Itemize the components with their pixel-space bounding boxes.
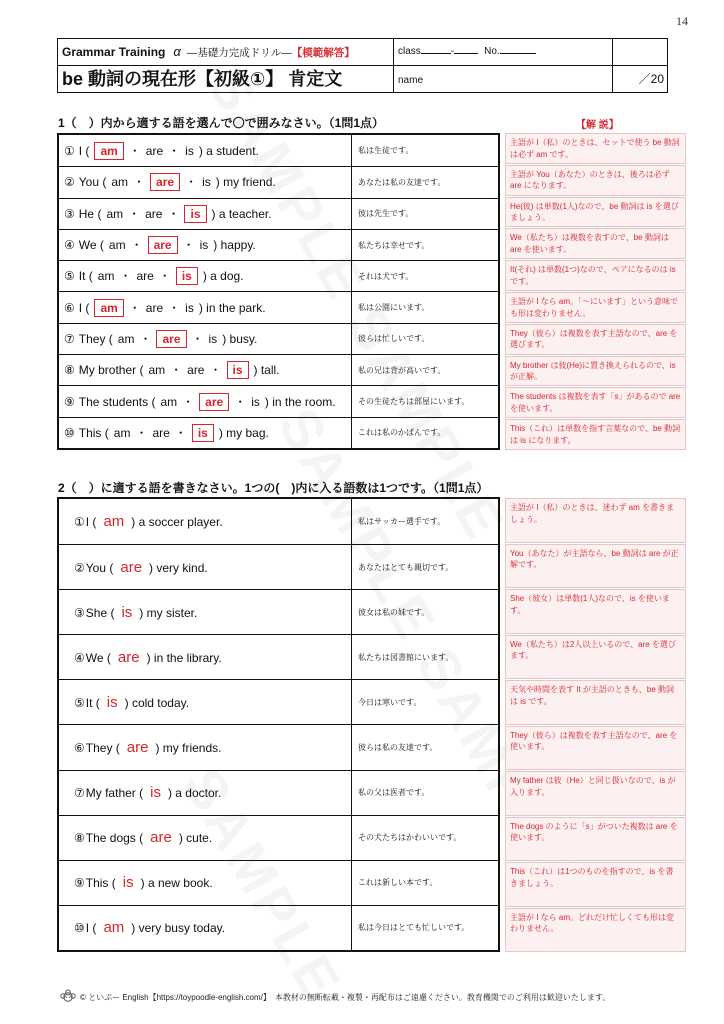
score-total: ／20 xyxy=(638,72,664,86)
question-sentence xyxy=(64,299,266,317)
question-sentence xyxy=(64,267,244,285)
question-sentence xyxy=(64,142,259,160)
sentence-start: The dogs ( xyxy=(85,831,144,846)
question-row xyxy=(59,770,498,815)
question-row xyxy=(59,354,498,385)
series-title: Grammar Training xyxy=(62,45,166,59)
choice-option: is xyxy=(251,394,260,409)
sentence-start: The students ( xyxy=(78,394,156,409)
choice-separator: ・ xyxy=(168,143,181,158)
question-row xyxy=(59,724,498,769)
explanation-box: My brother は彼(He)に置き換えられるので、is が正解。 xyxy=(505,356,686,387)
sentence-start: My father ( xyxy=(85,786,144,801)
page-number: 14 xyxy=(676,14,688,28)
explanation-box: He(彼) は単数(1人)なので、be 動詞は is を選びましょう。 xyxy=(505,197,686,228)
question-cell xyxy=(59,590,352,634)
choice-separator: ・ xyxy=(234,394,247,409)
question-number: ⑨ xyxy=(74,876,85,891)
explanation-box: They（彼ら）は複数を表す主語なので、are を使います。 xyxy=(505,726,686,771)
sentence-start: She ( xyxy=(85,605,115,620)
question-cell xyxy=(59,386,352,416)
written-answer: is xyxy=(106,693,118,711)
class-blank xyxy=(454,44,478,54)
choice-separator: ・ xyxy=(135,425,148,440)
question-sentence xyxy=(64,361,280,379)
explanation-label: 【解 説】 xyxy=(576,120,619,131)
question-number: ⑧ xyxy=(74,831,85,846)
written-answer: is xyxy=(122,874,134,892)
explanation-box: This（これ）は単数を指す言葉なので、be 動詞は is になります。 xyxy=(505,419,686,450)
question-cell xyxy=(59,635,352,679)
question-row xyxy=(59,679,498,724)
sentence-end: ) very busy today. xyxy=(131,921,226,936)
question-number: ⑥ xyxy=(64,300,75,315)
sentence-start: We ( xyxy=(78,238,104,253)
choice-option: are xyxy=(145,206,163,221)
series-subtitle: ―基礎力完成ドリル― xyxy=(186,47,292,59)
question-cell xyxy=(59,906,352,950)
circled-answer: am xyxy=(94,142,123,160)
question-sentence xyxy=(74,919,225,936)
written-answer: is xyxy=(121,603,133,621)
sentence-end: ) a soccer player. xyxy=(131,515,223,530)
sentence-end: ) my friends. xyxy=(155,741,222,756)
translation-cell: 私は生徒です。 xyxy=(358,146,414,156)
section2-question-table xyxy=(57,497,500,952)
sentence-start: It ( xyxy=(85,695,100,710)
question-row xyxy=(59,385,498,416)
sentence-end: ) in the library. xyxy=(146,650,222,665)
sentence-start: My brother ( xyxy=(78,363,144,378)
choice-option: am xyxy=(111,175,129,190)
question-cell xyxy=(59,292,352,322)
question-sentence xyxy=(64,393,336,411)
sentence-start: They ( xyxy=(85,741,120,756)
question-number: ① xyxy=(64,143,75,158)
question-row xyxy=(59,135,498,166)
title-header xyxy=(57,38,668,93)
question-row xyxy=(59,166,498,197)
translation-cell: あなたは私の友達です。 xyxy=(358,177,446,187)
circled-answer: am xyxy=(94,299,123,317)
choice-separator: ・ xyxy=(167,206,180,221)
footer xyxy=(60,989,610,1005)
sentence-end: ) a teacher. xyxy=(211,206,272,221)
written-answer: are xyxy=(150,829,172,847)
class-blank xyxy=(421,44,451,54)
question-number: ② xyxy=(64,175,75,190)
question-sentence xyxy=(74,874,213,891)
circled-answer: is xyxy=(227,361,249,379)
choice-separator: ・ xyxy=(128,300,141,315)
translation-cell: 彼は先生です。 xyxy=(358,209,414,219)
circled-answer: is xyxy=(192,424,214,442)
question-sentence xyxy=(64,236,256,254)
choice-separator: ・ xyxy=(128,143,141,158)
question-sentence xyxy=(74,649,222,666)
written-answer: are xyxy=(126,739,149,757)
choice-option: are xyxy=(145,300,164,315)
question-number: ⑤ xyxy=(74,695,85,710)
question-cell xyxy=(59,861,352,905)
translation-cell: その生徒たちは部屋にいます。 xyxy=(358,397,470,407)
explanation-box: 主語が I（私）のときは、セットで使う be 動詞は必ず am です。 xyxy=(505,133,686,164)
choice-option: am xyxy=(148,363,166,378)
explanation-box: It(それ) は単数(1つ)なので、ペアになるのは is です。 xyxy=(505,260,686,291)
sentence-end: ) happy. xyxy=(213,238,256,253)
sentence-start: I ( xyxy=(85,921,97,936)
question-cell xyxy=(59,725,352,769)
written-answer: am xyxy=(103,513,125,531)
translation-cell: それは犬です。 xyxy=(358,271,414,281)
translation-cell: 私の兄は背が高いです。 xyxy=(358,365,446,375)
question-cell xyxy=(59,324,352,354)
choice-separator: ・ xyxy=(128,206,141,221)
sentence-start: You ( xyxy=(78,175,107,190)
translation-cell: あなたはとても親切です。 xyxy=(358,562,454,572)
choice-separator: ・ xyxy=(168,300,181,315)
question-number: ⑥ xyxy=(74,741,85,756)
sentence-start: You ( xyxy=(85,560,114,575)
explanation-box: 主語が I（私）のときは、迷わず am を書きましょう。 xyxy=(505,498,686,543)
name-label: name xyxy=(398,75,424,86)
section1-heading: 1（ ）内から適する語を選んで〇で囲みなさい。（1問1点） xyxy=(58,116,385,130)
sentence-end: ) busy. xyxy=(222,331,258,346)
choice-option: am xyxy=(97,269,115,284)
question-sentence xyxy=(74,784,221,801)
question-cell xyxy=(59,135,352,166)
question-row xyxy=(59,291,498,322)
written-answer: are xyxy=(117,648,140,666)
written-answer: are xyxy=(120,558,143,576)
circled-answer: are xyxy=(148,236,178,254)
explanation-box: The dogs のように「s」がついた複数は are を使います。 xyxy=(505,817,686,862)
sentence-end: ) cold today. xyxy=(124,695,190,710)
choice-separator: ・ xyxy=(119,269,132,284)
circled-answer: are xyxy=(150,173,180,191)
question-number: ⑤ xyxy=(64,269,75,284)
sentence-start: He ( xyxy=(78,206,102,221)
translation-cell: 彼らは忙しいです。 xyxy=(358,334,430,344)
choice-separator: ・ xyxy=(158,269,171,284)
sentence-start: I ( xyxy=(78,300,90,315)
explanation-box: This（これ）は1つのものを指すので、is を書きましょう。 xyxy=(505,862,686,907)
number-label: No. xyxy=(484,46,500,57)
explanation-box: She（彼女）は単数(1人)なので、is を使います。 xyxy=(505,589,686,634)
translation-cell: これは私のかばんです。 xyxy=(358,428,446,438)
choice-separator: ・ xyxy=(170,363,183,378)
sentence-start: This ( xyxy=(85,876,116,891)
choice-separator: ・ xyxy=(185,175,198,190)
header-divider xyxy=(612,39,613,92)
sentence-end: ) a new book. xyxy=(140,876,213,891)
explanation-box: 主語が You（あなた）のときは、後ろは必ず are になります。 xyxy=(505,165,686,196)
question-number: ① xyxy=(74,515,85,530)
circled-answer: are xyxy=(156,330,186,348)
question-sentence xyxy=(74,694,189,711)
translation-cell: 彼女は私の妹です。 xyxy=(358,607,430,617)
question-number: ④ xyxy=(74,650,85,665)
written-answer: is xyxy=(150,784,161,802)
question-cell xyxy=(59,261,352,291)
question-sentence xyxy=(74,739,221,756)
question-row xyxy=(59,260,498,291)
class-separator: - xyxy=(450,46,455,57)
sentence-start: I ( xyxy=(85,515,97,530)
translation-cell: 私たちは幸せです。 xyxy=(358,240,430,250)
question-sentence xyxy=(74,559,208,576)
sentence-end: ) tall. xyxy=(253,363,280,378)
question-cell xyxy=(59,418,352,448)
question-row xyxy=(59,323,498,354)
question-cell xyxy=(59,545,352,589)
header-divider xyxy=(393,39,394,92)
question-number: ⑩ xyxy=(64,425,75,440)
circled-answer: is xyxy=(176,267,198,285)
choice-option: is xyxy=(199,238,209,253)
choice-option: are xyxy=(152,425,170,440)
sentence-end: ) a dog. xyxy=(202,269,244,284)
choice-option: are xyxy=(145,143,164,158)
sentence-end: ) a student. xyxy=(198,143,259,158)
explanation-box: 天気や時間を表す It が主語のときも、be 動詞は is です。 xyxy=(505,680,686,725)
question-sentence xyxy=(64,330,257,348)
question-number: ⑩ xyxy=(74,921,85,936)
sentence-end: ) cute. xyxy=(178,831,213,846)
sentence-start: I ( xyxy=(78,143,90,158)
explanation-box: You（あなた）が主語なら、be 動詞は are が正解です。 xyxy=(505,544,686,589)
question-sentence xyxy=(64,424,269,442)
question-cell xyxy=(59,499,352,544)
sentence-start: They ( xyxy=(78,331,113,346)
translation-cell: 彼らは私の友達です。 xyxy=(358,743,438,753)
question-sentence xyxy=(64,205,272,223)
class-label: class xyxy=(398,46,421,57)
choice-option: is xyxy=(202,175,211,190)
page-title: be 動詞の現在形【初級①】 肯定文 xyxy=(62,69,343,89)
choice-option: are xyxy=(136,269,154,284)
question-cell xyxy=(59,355,352,385)
sentence-end: ) a doctor. xyxy=(167,786,222,801)
translation-cell: 私の父は医者です。 xyxy=(358,788,430,798)
question-row xyxy=(59,544,498,589)
question-number: ⑨ xyxy=(64,394,75,409)
choice-option: is xyxy=(185,143,194,158)
choice-option: am xyxy=(160,394,178,409)
answer-key-label: 【模範解答】 xyxy=(291,47,355,59)
translation-cell: その犬たちはかわいいです。 xyxy=(358,833,462,843)
choice-option: am xyxy=(117,331,135,346)
section2-heading: 2（ ）に適する語を書きなさい。1つの( )内に入る語数は1つです。（1問1点） xyxy=(58,481,489,495)
series-alpha: α xyxy=(173,44,181,59)
question-row xyxy=(59,198,498,229)
question-number: ③ xyxy=(64,206,75,221)
question-cell xyxy=(59,199,352,229)
explanation-box: 主語が I なら am。どれだけ忙しくても形は変わりません。 xyxy=(505,908,686,953)
circled-answer: are xyxy=(199,393,229,411)
question-cell xyxy=(59,230,352,260)
question-sentence xyxy=(74,829,212,846)
sentence-start: It ( xyxy=(78,269,93,284)
choice-option: is xyxy=(185,300,194,315)
sentence-start: This ( xyxy=(78,425,109,440)
choice-separator: ・ xyxy=(182,394,195,409)
choice-separator: ・ xyxy=(130,238,143,253)
translation-cell: 私はサッカー選手です。 xyxy=(358,517,446,527)
series-line xyxy=(62,39,355,65)
translation-cell: 私たちは図書館にいます。 xyxy=(358,652,454,662)
question-sentence xyxy=(74,604,197,621)
choice-separator: ・ xyxy=(182,238,195,253)
sentence-end: ) my sister. xyxy=(139,605,198,620)
question-row xyxy=(59,905,498,950)
poodle-icon xyxy=(60,989,80,1005)
translation-cell: 今日は寒いです。 xyxy=(358,697,422,707)
choice-option: am xyxy=(108,238,126,253)
question-row xyxy=(59,499,498,544)
question-cell xyxy=(59,816,352,860)
question-cell xyxy=(59,680,352,724)
question-number: ② xyxy=(74,560,85,575)
question-row xyxy=(59,860,498,905)
translation-cell: 私は公園にいます。 xyxy=(358,303,430,313)
number-blank xyxy=(500,44,536,54)
sentence-start: We ( xyxy=(85,650,111,665)
translation-cell: 私は今日はとても忙しいです。 xyxy=(358,923,470,933)
copyright-notice: © といぷー English【https://toypoodle-english.com/】 本教材の無断転載・複製・再配布はご遠慮ください。教育機関でのご利用は歓迎いたします。 xyxy=(80,992,611,1002)
choice-option: are xyxy=(187,363,205,378)
explanation-box: My father は彼（He）と同じ扱いなので、is が入ります。 xyxy=(505,771,686,816)
question-row xyxy=(59,417,498,448)
question-cell xyxy=(59,771,352,815)
written-answer: am xyxy=(103,919,125,937)
choice-separator: ・ xyxy=(133,175,146,190)
question-row xyxy=(59,634,498,679)
section2-explanations xyxy=(505,498,686,952)
question-number: ⑧ xyxy=(64,363,75,378)
sentence-end: ) in the room. xyxy=(264,394,336,409)
choice-option: am xyxy=(113,425,131,440)
explanation-box: 主語が I なら am。「〜にいます」という意味でも形は変わりません。 xyxy=(505,292,686,323)
question-sentence xyxy=(64,173,276,191)
section1-question-table xyxy=(57,133,500,450)
explanation-box: They（彼ら）は複数を表す主語なので、are を選びます。 xyxy=(505,324,686,355)
circled-answer: is xyxy=(184,205,206,223)
sentence-end: ) my bag. xyxy=(218,425,269,440)
question-number: ③ xyxy=(74,605,85,620)
choice-separator: ・ xyxy=(174,425,187,440)
choice-separator: ・ xyxy=(209,363,222,378)
question-number: ⑦ xyxy=(64,331,75,346)
question-number: ⑦ xyxy=(74,786,85,801)
question-row xyxy=(59,815,498,860)
choice-option: am xyxy=(106,206,124,221)
explanation-box: We（私たち）は2人以上いるので、are を選びます。 xyxy=(505,635,686,680)
question-number: ④ xyxy=(64,238,75,253)
explanation-box: The students は複数を表す「s」があるので are を使います。 xyxy=(505,387,686,418)
question-cell xyxy=(59,167,352,197)
sentence-end: ) my friend. xyxy=(215,175,276,190)
sentence-end: ) very kind. xyxy=(149,560,208,575)
question-row xyxy=(59,589,498,634)
section1-explanations xyxy=(505,133,686,450)
explanation-box: We（私たち）は複数を表すので、be 動詞は are を使います。 xyxy=(505,228,686,259)
sentence-end: ) in the park. xyxy=(198,300,266,315)
translation-cell: これは新しい本です。 xyxy=(358,878,438,888)
choice-separator: ・ xyxy=(139,331,152,346)
question-sentence xyxy=(74,513,223,530)
question-row xyxy=(59,229,498,260)
choice-option: is xyxy=(208,331,218,346)
choice-separator: ・ xyxy=(191,331,204,346)
class-number-field xyxy=(398,39,536,65)
